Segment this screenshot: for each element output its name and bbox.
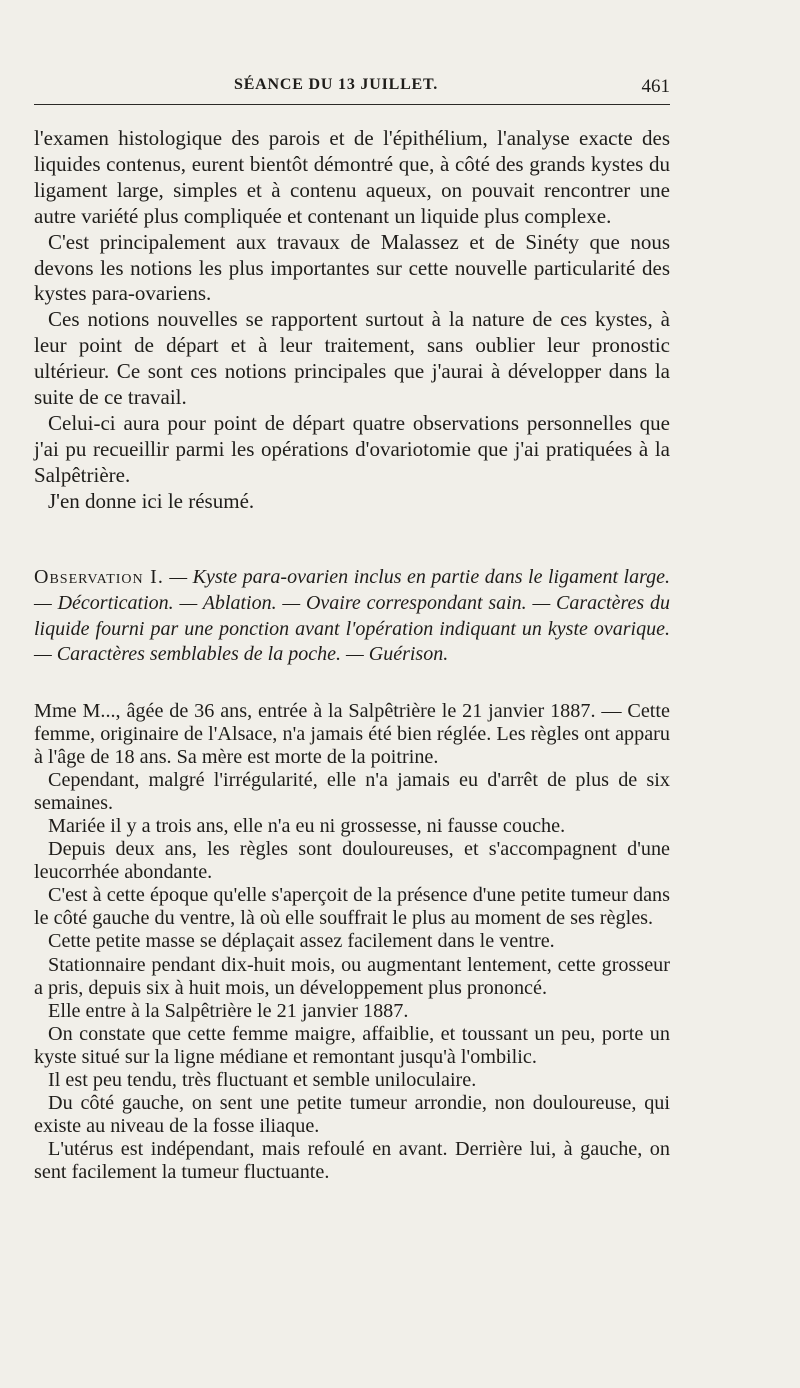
case-paragraph: Elle entre à la Salpêtrière le 21 janvier 1887. xyxy=(48,999,409,1022)
case-paragraph: L'utérus est indépendant, mais refoulé en avant. Derrière lui, à gauche, on sent facilement la tumeur fluctuante. xyxy=(34,1137,670,1183)
running-head: SÉANCE DU 13 JUILLET. xyxy=(234,76,439,93)
case-paragraph: Depuis deux ans, les règles sont douloureuses, et s'accompagnent d'une leucorrhée abondante. xyxy=(34,838,670,884)
patient-paragraph: Mme M..., âgée de 36 ans, entrée à la Salpêtrière le 21 janvier 1887. — Cette femme, originaire de l'Alsace, n'a jamais été bien réglée. Les règles ont apparu à l'âge de 18 ans. Sa mère est morte de la poitrine. xyxy=(34,700,670,769)
observation-title: — Kyste para-ovarien inclus en partie dans le ligament large. — Décortication. — Ablation. — Ovaire correspondant sain. — Caractères du liquide fourni par une ponction avant l'opération indiquant un kyste ovarique. — Caractères semblables de la poche. — Guérison. xyxy=(34,566,670,666)
case-paragraph: Stationnaire pendant dix-huit mois, ou augmentant lentement, cette grosseur a pris, depuis six à huit mois, un développement plus prononcé. xyxy=(34,953,670,999)
case-paragraph: Cette petite masse se déplaçait assez facilement dans le ventre. xyxy=(48,930,555,953)
introduction-text xyxy=(34,126,670,515)
header-rule xyxy=(34,104,670,105)
case-paragraph: Cependant, malgré l'irrégularité, elle n'a jamais eu d'arrêt de plus de six semaines. xyxy=(34,769,670,815)
paragraph: l'examen histologique des parois et de l'épithélium, l'analyse exacte des liquides contenus, eurent bientôt démontré que, à côté des grands kystes du ligament large, simples et à contenu aqueux, on pouvait rencontrer une autre variété plus compliquée et contenant un liquide plus complexe. xyxy=(34,126,670,228)
case-paragraph: Du côté gauche, on sent une petite tumeur arrondie, non douloureuse, qui existe au niveau de la fosse iliaque. xyxy=(34,1091,670,1137)
case-paragraph: On constate que cette femme maigre, affaiblie, et toussant un peu, porte un kyste situé sur la ligne médiane et remontant jusqu'à l'ombilic. xyxy=(34,1022,670,1068)
paragraph: J'en donne ici le résumé. xyxy=(48,488,255,513)
case-paragraph: C'est à cette époque qu'elle s'aperçoit de la présence d'une petite tumeur dans le côté gauche du ventre, là où elle souffrait le plus au moment de ses règles. xyxy=(34,884,670,930)
case-paragraph: Mariée il y a trois ans, elle n'a eu ni grossesse, ni fausse couche. xyxy=(48,815,566,838)
paragraph: Celui-ci aura pour point de départ quatre observations personnelles que j'ai pu recueillir parmi les opérations d'ovariotomie que j'ai pratiquées à la Salpêtrière. xyxy=(34,410,670,487)
observation-heading xyxy=(34,565,670,668)
paragraph: C'est principalement aux travaux de Malassez et de Sinéty que nous devons les notions les plus importantes sur cette nouvelle particularité des kystes para-ovariens. xyxy=(34,229,670,306)
paragraph: Ces notions nouvelles se rapportent surtout à la nature de ces kystes, à leur point de départ et à leur traitement, sans oublier leur pronostic ultérieur. Ce sont ces notions principales que j'aurai à développer dans la suite de ce travail. xyxy=(34,307,670,410)
case-paragraph: Il est peu tendu, très fluctuant et semble uniloculaire. xyxy=(48,1068,477,1091)
page-number: 461 xyxy=(641,76,670,97)
document-page xyxy=(34,0,670,1388)
page-header xyxy=(34,76,670,100)
case-report xyxy=(34,700,670,1184)
observation-label: Observation I. xyxy=(34,566,164,588)
